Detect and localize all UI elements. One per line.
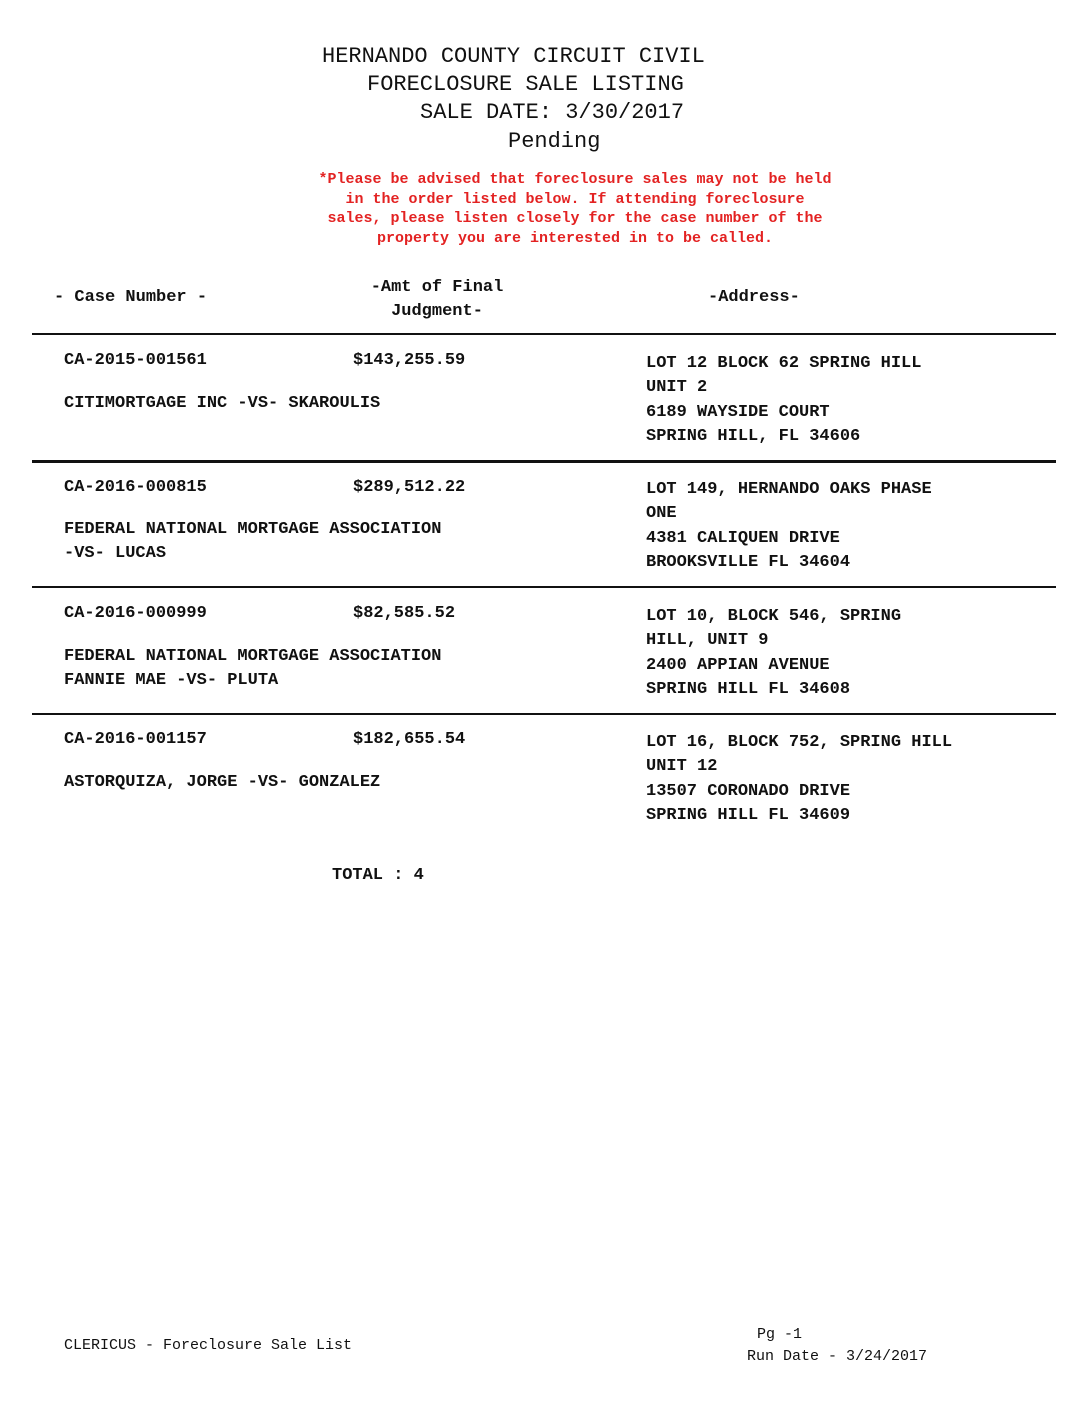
address-line: LOT 149, HERNANDO OAKS PHASE [646, 480, 932, 499]
property-address [646, 605, 901, 702]
address-line: SPRING HILL FL 34609 [646, 805, 851, 825]
case-parties-line: FEDERAL NATIONAL MORTGAGE ASSOCIATION [64, 647, 442, 666]
address-line: ONE [646, 504, 677, 524]
judgment-amount: $182,655.54 [353, 730, 466, 749]
row-divider [32, 713, 1056, 715]
report-title: HERNANDO COUNTY CIRCUIT CIVIL [322, 44, 705, 69]
address-line: BROOKSVILLE FL 34604 [646, 552, 851, 572]
column-header-amount [337, 276, 537, 324]
case-parties-line: FEDERAL NATIONAL MORTGAGE ASSOCIATION [64, 520, 442, 539]
address-line: 6189 WAYSIDE COURT [646, 402, 830, 422]
case-number: CA-2016-000815 [64, 478, 207, 497]
address-line: SPRING HILL FL 34608 [646, 679, 851, 699]
address-line: 2400 APPIAN AVENUE [646, 655, 830, 675]
address-line: LOT 16, BLOCK 752, SPRING HILL [646, 733, 953, 752]
sale-order-notice: *Please be advised that foreclosure sales may not be held in the order listed below. If attending foreclosure sales, please listen closely for the case number of the property you are interested in to be called. [318, 171, 832, 247]
case-parties [64, 645, 441, 693]
property-address [646, 731, 952, 828]
address-line: UNIT 2 [646, 378, 708, 398]
judgment-amount: $143,255.59 [353, 351, 466, 370]
address-line: 13507 CORONADO DRIVE [646, 781, 851, 801]
address-line: UNIT 12 [646, 757, 718, 777]
address-line: LOT 12 BLOCK 62 SPRING HILL [646, 354, 922, 373]
column-header-amount-line2: Judgment- [391, 302, 483, 321]
case-parties-line: -VS- LUCAS [64, 544, 167, 563]
case-number: CA-2016-000999 [64, 604, 207, 623]
row-divider [32, 460, 1056, 463]
status-label: Pending [508, 129, 601, 154]
address-line: LOT 10, BLOCK 546, SPRING [646, 607, 902, 626]
property-address [646, 352, 921, 449]
footer-page-number: Pg -1 [757, 1326, 803, 1343]
case-number: CA-2016-001157 [64, 730, 207, 749]
footer-system-name: CLERICUS - Foreclosure Sale List [64, 1337, 353, 1354]
sale-date: SALE DATE: 3/30/2017 [420, 100, 685, 125]
column-header-case-number: - Case Number - [54, 288, 208, 307]
judgment-amount: $289,512.22 [353, 478, 466, 497]
column-header-address: -Address- [708, 288, 800, 307]
address-line: HILL, UNIT 9 [646, 631, 769, 651]
address-line: SPRING HILL, FL 34606 [646, 426, 861, 446]
case-parties-line: FANNIE MAE -VS- PLUTA [64, 671, 279, 690]
case-number: CA-2015-001561 [64, 351, 207, 370]
property-address [646, 478, 932, 575]
address-line: 4381 CALIQUEN DRIVE [646, 528, 840, 548]
row-divider [32, 586, 1056, 588]
case-parties [64, 518, 441, 566]
header-divider [32, 333, 1056, 335]
judgment-amount: $82,585.52 [353, 604, 456, 623]
column-header-amount-line1: -Amt of Final [370, 278, 504, 297]
footer-run-date: Run Date - 3/24/2017 [747, 1348, 928, 1365]
case-parties: ASTORQUIZA, JORGE -VS- GONZALEZ [64, 773, 381, 792]
case-parties: CITIMORTGAGE INC -VS- SKAROULIS [64, 394, 381, 413]
total-count: TOTAL : 4 [332, 866, 424, 885]
report-subtitle: FORECLOSURE SALE LISTING [367, 72, 684, 97]
